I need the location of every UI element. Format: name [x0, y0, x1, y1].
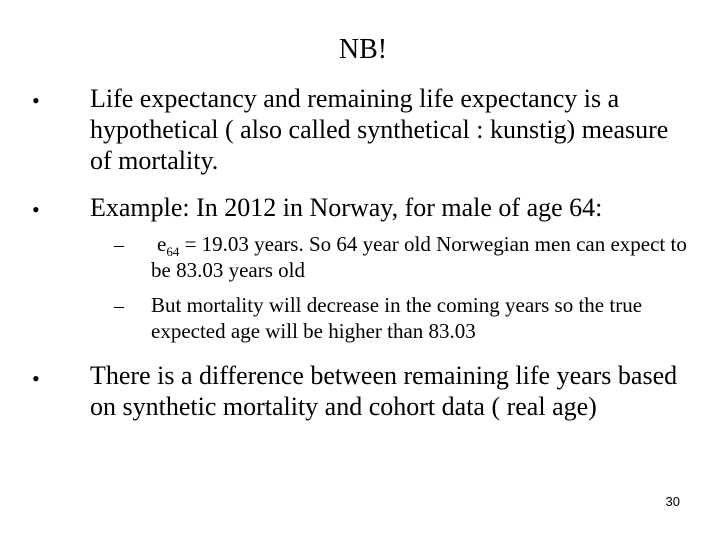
- bullet-text-1: Life expectancy and remaining life expectancy is a hypothetical ( also called synthetical : kunstig) measure of mortality.: [90, 84, 669, 175]
- bullet-marker: •: [32, 366, 40, 391]
- life-expectancy-subscript: 64: [166, 244, 180, 260]
- sub-bullet-text-1: [151, 231, 696, 283]
- bullet-marker: •: [32, 197, 40, 222]
- bullet-text-3: There is a difference between remaining life years based on synthetic mortality and cohort data ( real age): [90, 361, 678, 421]
- bullet-marker: •: [32, 88, 40, 113]
- bullet-text-2: Example: In 2012 in Norway, for male of age 64:: [90, 193, 603, 222]
- slide-title: NB!: [338, 34, 388, 65]
- sub-bullet-marker: –: [114, 234, 124, 256]
- page-number: 30: [665, 494, 680, 509]
- sub-bullet-body-1: = 19.03 years. So 64 year old Norwegian men can expect to be 83.03 years old: [151, 232, 687, 282]
- sub-bullet-text-2: But mortality will decrease in the coming years so the true expected age will be higher than 83.03: [151, 293, 643, 343]
- life-expectancy-symbol: e: [157, 232, 167, 256]
- sub-bullet-marker: –: [114, 295, 124, 317]
